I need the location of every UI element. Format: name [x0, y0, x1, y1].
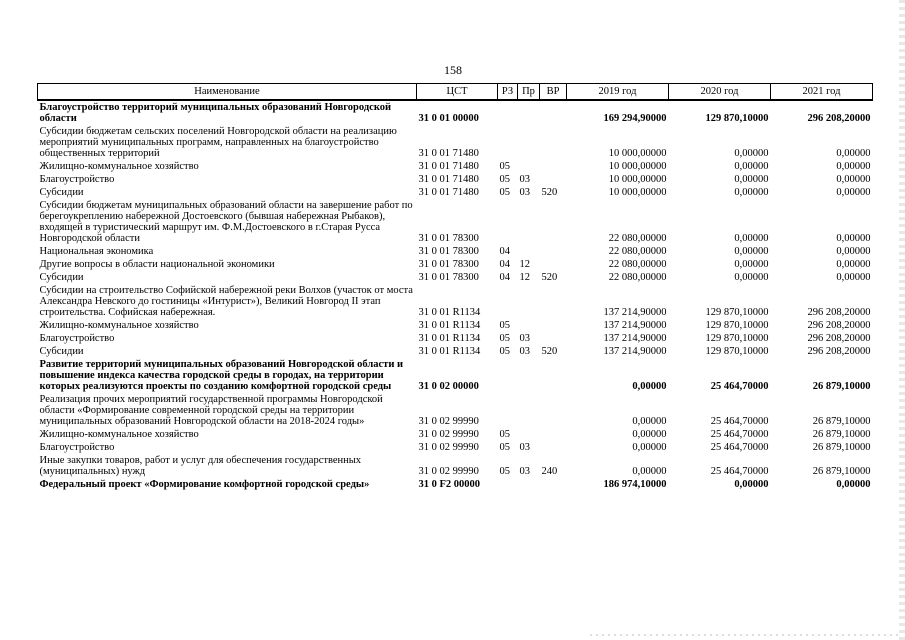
- row-name: Субсидии: [39, 272, 84, 283]
- row-rz: [498, 393, 518, 428]
- row-name: Субсидии: [39, 346, 84, 357]
- row-vr: [540, 393, 567, 428]
- row-cst: 31 0 01 78300: [418, 272, 479, 283]
- table-row: [38, 186, 873, 199]
- row-rz: 05: [499, 320, 510, 331]
- row-name: Жилищно-коммунальное хозяйство: [39, 320, 199, 331]
- row-2021: 296 208,20000: [807, 333, 871, 344]
- table-row: [38, 160, 873, 173]
- table-row: [38, 332, 873, 345]
- header-2019: 2019 год: [567, 84, 669, 101]
- row-rz: 04: [499, 259, 510, 270]
- row-rz: [498, 125, 518, 160]
- row-2021: 296 208,20000: [807, 320, 871, 331]
- table-row: [38, 345, 873, 358]
- header-name: Наименование: [38, 84, 417, 101]
- table-row: [38, 284, 873, 319]
- header-cst: ЦСТ: [417, 84, 498, 101]
- table-row: [38, 245, 873, 258]
- row-2019: 0,00000: [632, 416, 667, 427]
- row-cst: 31 0 01 71480: [418, 174, 479, 185]
- row-cst: 31 0 02 00000: [418, 381, 479, 392]
- page-number: 158: [444, 63, 462, 77]
- row-name: Благоустройство: [39, 442, 115, 453]
- row-name: Развитие территорий муниципальных образований Новгородской области и повышение индекса качества городской среды в городах, на территории которых реализуются проекты по созданию комфортной городской среды: [39, 359, 404, 392]
- row-vr: [540, 319, 567, 332]
- row-cst: 31 0 01 71480: [418, 148, 479, 159]
- row-cst: 31 0 02 99990: [418, 466, 479, 477]
- row-pr: [518, 100, 540, 125]
- row-vr: [540, 258, 567, 271]
- row-cst: 31 0 01 78300: [418, 233, 479, 244]
- row-rz: 05: [499, 187, 510, 198]
- row-2021: 296 208,20000: [807, 346, 871, 357]
- row-cst: 31 0 01 71480: [418, 187, 479, 198]
- table-body: [38, 100, 873, 491]
- row-cst: 31 0 01 71480: [418, 161, 479, 172]
- row-2021: 0,00000: [836, 233, 871, 244]
- row-2020: 0,00000: [734, 187, 769, 198]
- row-2020: 0,00000: [734, 148, 769, 159]
- row-cst: 31 0 02 99990: [418, 416, 479, 427]
- row-2019: 0,00000: [632, 381, 667, 392]
- table-row: [38, 393, 873, 428]
- row-name: Благоустройство территорий муниципальных образований Новгородской области: [38, 100, 417, 125]
- row-vr: 520: [541, 187, 558, 198]
- row-2020: 0,00000: [734, 161, 769, 172]
- table-row: [38, 454, 873, 478]
- row-2019: 137 214,90000: [603, 346, 667, 357]
- table-header-row: [38, 84, 873, 101]
- row-2020: 25 464,70000: [710, 416, 769, 427]
- row-name: Субсидии бюджетам муниципальных образований области на завершение работ по берегоукреплению набережной Достоевского (бывшая набережная Рыбаков), входящей в туристический маршрут им. Ф.М.Достоевского в г.Старая Русса Новгородской области: [39, 200, 413, 244]
- budget-table: [37, 83, 873, 491]
- row-2020: 0,00000: [734, 259, 769, 270]
- row-rz: 05: [499, 442, 510, 453]
- table-row: [38, 125, 873, 160]
- row-vr: [540, 478, 567, 491]
- row-vr: [540, 125, 567, 160]
- row-pr: [518, 319, 540, 332]
- table-row: [38, 100, 873, 125]
- row-2020: 129 870,10000: [705, 333, 769, 344]
- row-2021: 0,00000: [836, 148, 871, 159]
- row-2019: 0,00000: [632, 466, 667, 477]
- row-cst: 31 0 01 R1134: [418, 320, 481, 331]
- row-cst: 31 0 02 99990: [418, 429, 479, 440]
- row-pr: 03: [519, 466, 530, 477]
- row-name: Субсидии бюджетам сельских поселений Новгородской области на реализацию мероприятий муниципальных программ, направленных на благоустройство общественных территорий: [39, 126, 397, 159]
- row-2020: 0,00000: [734, 233, 769, 244]
- row-rz: 05: [499, 346, 510, 357]
- row-name: Жилищно-коммунальное хозяйство: [39, 161, 199, 172]
- row-2021: 26 879,10000: [812, 442, 871, 453]
- row-pr: 12: [519, 272, 530, 283]
- row-vr: [540, 358, 567, 393]
- header-rz: РЗ: [498, 84, 518, 101]
- row-2019: 137 214,90000: [603, 333, 667, 344]
- row-pr: [518, 284, 540, 319]
- row-2020: 25 464,70000: [710, 442, 769, 453]
- row-2019: 10 000,00000: [608, 174, 667, 185]
- row-2021: 0,00000: [836, 187, 871, 198]
- row-rz: 05: [499, 161, 510, 172]
- row-2021: 26 879,10000: [812, 381, 871, 392]
- row-rz: 05: [499, 333, 510, 344]
- table-row: [38, 173, 873, 186]
- row-name: Другие вопросы в области национальной экономики: [39, 259, 275, 270]
- header-2020: 2020 год: [669, 84, 771, 101]
- table-row: [38, 199, 873, 245]
- row-2021: 296 208,20000: [807, 307, 871, 318]
- row-2019: 137 214,90000: [603, 307, 667, 318]
- row-rz: [498, 478, 518, 491]
- row-pr: [518, 478, 540, 491]
- row-2020: 0,00000: [734, 246, 769, 257]
- row-vr: 520: [541, 346, 558, 357]
- header-pr: Пр: [518, 84, 540, 101]
- row-2021: 26 879,10000: [812, 416, 871, 427]
- header-2021: 2021 год: [771, 84, 873, 101]
- row-rz: 04: [499, 246, 510, 257]
- scan-edge-artifact: [899, 0, 905, 640]
- row-2020: 129 870,10000: [669, 100, 771, 125]
- row-2019: 10 000,00000: [608, 161, 667, 172]
- table-row: [38, 441, 873, 454]
- row-name: Национальная экономика: [39, 246, 154, 257]
- row-pr: 03: [519, 346, 530, 357]
- row-pr: [518, 160, 540, 173]
- row-pr: 03: [519, 442, 530, 453]
- row-2021: 296 208,20000: [771, 100, 873, 125]
- table-row: [38, 258, 873, 271]
- row-2020: 129 870,10000: [705, 320, 769, 331]
- row-name: Субсидии на строительство Софийской набережной реки Волхов (участок от моста Александра Невского до гостиницы «Интурист»), Великий Новгород II этап строительства. Софийская набережная.: [39, 285, 413, 318]
- row-vr: [540, 332, 567, 345]
- row-vr: [540, 100, 567, 125]
- row-rz: [498, 358, 518, 393]
- row-cst: 31 0 01 R1134: [418, 346, 481, 357]
- row-name: Реализация прочих мероприятий государственной программы Новгородской области «Формирование современной городской среды на территории муниципальных образований Новгородской области на 2018-2024 годы»: [39, 394, 383, 427]
- row-2021: 26 879,10000: [812, 466, 871, 477]
- row-2021: 0,00000: [836, 174, 871, 185]
- row-cst: 31 0 01 78300: [418, 246, 479, 257]
- row-cst: 31 0 01 R1134: [418, 333, 481, 344]
- row-2019: 169 294,90000: [567, 100, 669, 125]
- header-vr: ВР: [540, 84, 567, 101]
- row-cst: 31 0 01 R1134: [418, 307, 481, 318]
- table-row: [38, 319, 873, 332]
- row-rz: [498, 100, 518, 125]
- row-2019: 137 214,90000: [603, 320, 667, 331]
- row-pr: [518, 428, 540, 441]
- row-2019: 22 080,00000: [608, 259, 667, 270]
- row-cst: 31 0 F2 00000: [418, 479, 481, 490]
- row-cst: 31 0 01 00000: [417, 100, 498, 125]
- row-2020: 25 464,70000: [710, 381, 769, 392]
- row-2019: 10 000,00000: [608, 187, 667, 198]
- row-name: Иные закупки товаров, работ и услуг для обеспечения государственных (муниципальных) нужд: [39, 455, 362, 477]
- row-2020: 25 464,70000: [710, 466, 769, 477]
- row-pr: [518, 245, 540, 258]
- row-cst: 31 0 02 99990: [418, 442, 479, 453]
- row-2021: 0,00000: [836, 246, 871, 257]
- row-2019: 22 080,00000: [608, 272, 667, 283]
- row-cst: 31 0 01 78300: [418, 259, 479, 270]
- row-2021: 0,00000: [836, 161, 871, 172]
- row-2020: 129 870,10000: [705, 346, 769, 357]
- row-vr: [540, 284, 567, 319]
- row-2019: 22 080,00000: [608, 246, 667, 257]
- row-2019: 186 974,10000: [603, 479, 667, 490]
- table-row: [38, 271, 873, 284]
- row-2019: 22 080,00000: [608, 233, 667, 244]
- row-2019: 0,00000: [632, 429, 667, 440]
- row-2020: 129 870,10000: [705, 307, 769, 318]
- row-2021: 0,00000: [836, 259, 871, 270]
- row-pr: 12: [519, 259, 530, 270]
- row-vr: 520: [541, 272, 558, 283]
- row-name: Благоустройство: [39, 333, 115, 344]
- row-rz: 05: [499, 429, 510, 440]
- row-pr: [518, 393, 540, 428]
- row-pr: 03: [519, 187, 530, 198]
- row-2019: 10 000,00000: [608, 148, 667, 159]
- row-2019: 0,00000: [632, 442, 667, 453]
- row-vr: [540, 245, 567, 258]
- row-name: Субсидии: [39, 187, 84, 198]
- row-vr: [540, 160, 567, 173]
- row-name: Федеральный проект «Формирование комфортной городской среды»: [39, 479, 370, 490]
- row-rz: 05: [499, 466, 510, 477]
- row-vr: 240: [541, 466, 558, 477]
- row-vr: [540, 441, 567, 454]
- row-rz: [498, 284, 518, 319]
- row-2021: 0,00000: [836, 479, 871, 490]
- row-2021: 0,00000: [836, 272, 871, 283]
- row-rz: [498, 199, 518, 245]
- row-pr: [518, 358, 540, 393]
- row-name: Жилищно-коммунальное хозяйство: [39, 429, 199, 440]
- row-name: Благоустройство: [39, 174, 115, 185]
- row-2020: 0,00000: [734, 174, 769, 185]
- table-row: [38, 478, 873, 491]
- row-vr: [540, 173, 567, 186]
- row-rz: 04: [499, 272, 510, 283]
- row-pr: 03: [519, 174, 530, 185]
- table-row: [38, 358, 873, 393]
- row-2020: 0,00000: [734, 479, 769, 490]
- table-row: [38, 428, 873, 441]
- row-2021: 26 879,10000: [812, 429, 871, 440]
- row-pr: 03: [519, 333, 530, 344]
- row-pr: [518, 199, 540, 245]
- row-vr: [540, 428, 567, 441]
- row-vr: [540, 199, 567, 245]
- scan-bottom-artifact: [590, 634, 900, 636]
- row-pr: [518, 125, 540, 160]
- row-2020: 0,00000: [734, 272, 769, 283]
- row-2020: 25 464,70000: [710, 429, 769, 440]
- row-rz: 05: [499, 174, 510, 185]
